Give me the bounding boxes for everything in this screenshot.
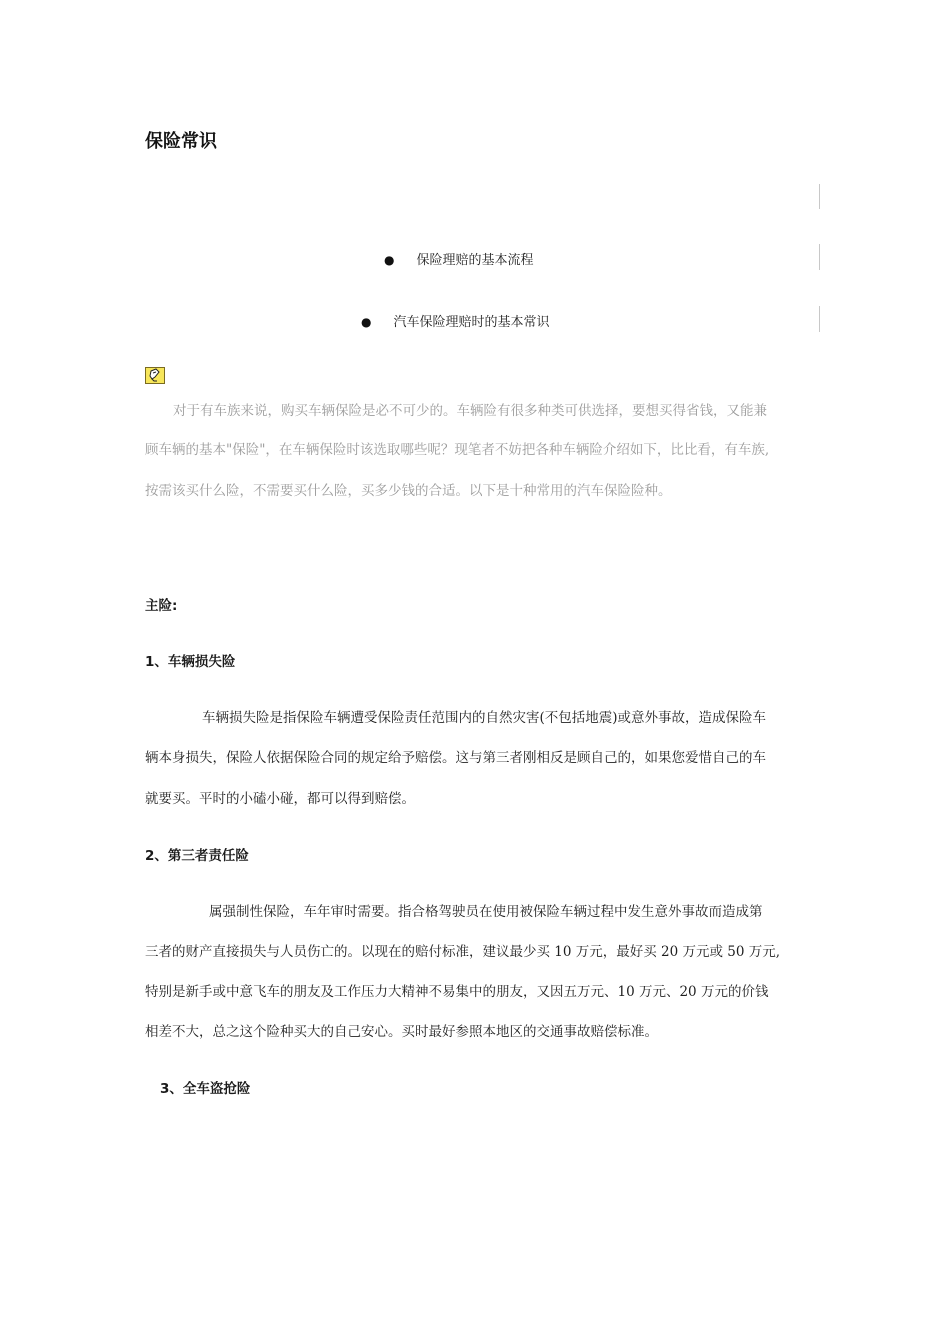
section-text: 属强制性保险，车年审时需要。指合格驾驶员在使用被保险车辆过程中发生意外事故而造成第 (209, 904, 763, 920)
section-heading: 1、车辆损失险 (145, 654, 236, 670)
section-text: 车辆损失险是指保险车辆遭受保险责任范围内的自然灾害(不包括地震)或意外事故，造成保险车 (202, 710, 767, 726)
section-text: 特别是新手或中意飞车的朋友及工作压力大精神不易集中的朋友，又因五万元、10 万元、20 万元的价钱 (145, 984, 769, 1000)
intro-line: 对于有车族来说，购买车辆保险是必不可少的。车辆险有很多种类可供选择，要想买得省钱，又能兼 (173, 403, 767, 419)
related-link[interactable] (384, 249, 534, 268)
section-heading: 2、第三者责任险 (145, 848, 249, 864)
column-divider (819, 306, 820, 332)
section-text: 三者的财产直接损失与人员伤亡的。以现在的赔付标准，建议最少买 10 万元，最好买 20 万元或 50 万元, (145, 944, 781, 960)
related-link[interactable] (361, 311, 550, 330)
intro-line: 按需该买什么险，不需要买什么险，买多少钱的合适。以下是十种常用的汽车保险险种。 (145, 483, 672, 499)
intro-line: 顾车辆的基本"保险"，在车辆保险时该选取哪些呢？现笔者不妨把各种车辆险介绍如下，比比看，有车族, (145, 442, 770, 458)
related-link-label: 汽车保险理赔时的基本常识 (393, 315, 550, 330)
related-link-label: 保险理赔的基本流程 (416, 253, 534, 268)
section-text: 辆本身损失，保险人依据保险合同的规定给予赔偿。这与第三者刚相反是顾自己的，如果您爱惜自己的车 (145, 750, 766, 766)
section-text: 相差不大，总之这个险种买大的自己安心。买时最好参照本地区的交通事故赔偿标准。 (145, 1024, 658, 1040)
pen-note-icon (145, 367, 165, 384)
main-insurance-label: 主险: (145, 598, 178, 614)
section-text: 就要买。平时的小磕小碰，都可以得到赔偿。 (145, 791, 415, 807)
column-divider (819, 184, 820, 209)
section-heading: 3、全车盗抢险 (160, 1081, 251, 1097)
bullet-icon: ● (361, 315, 372, 329)
column-divider (819, 244, 820, 270)
page-title: 保险常识 (145, 131, 217, 152)
bullet-icon: ● (384, 253, 395, 267)
